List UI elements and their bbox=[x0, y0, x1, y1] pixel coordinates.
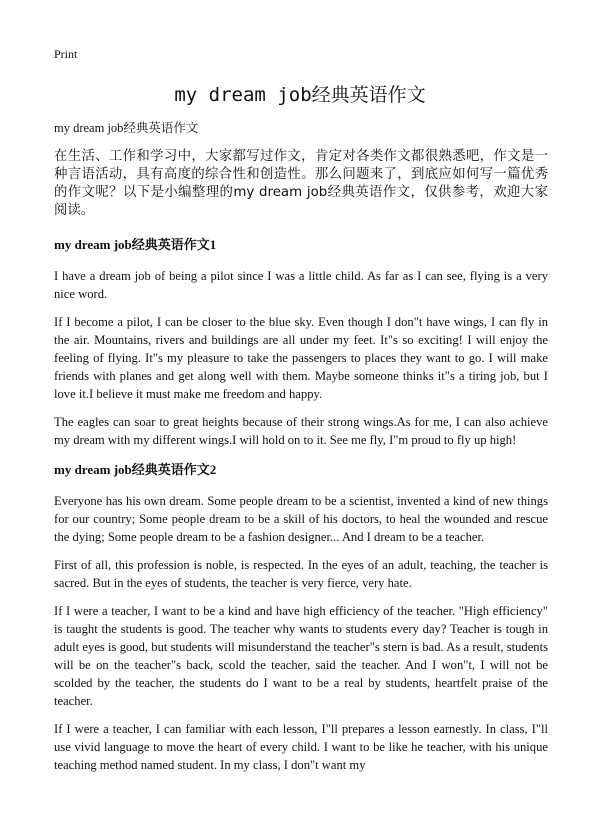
paragraph: If I were a teacher, I want to be a kind and have high efficiency of the teacher. "High efficiency" is taught the students is good. The teacher why wants to students every day? Teacher is tough in adult eyes is good, but students will misunderstand the teacher"s stern is bad. As a result, students will be on the teacher"s back, scold the teacher, said the teacher. And I won"t, I will not be scolded by the teacher, the students do I want to be a real by students, heartfelt praise of the teacher. bbox=[54, 604, 548, 708]
article-body bbox=[54, 118, 548, 780]
paragraph: I have a dream job of being a pilot since I was a little child. As far as I can see, flying is a very nice word. bbox=[54, 269, 548, 301]
section-heading-1: my dream job经典英语作文1 bbox=[54, 237, 217, 252]
section-heading-2: my dream job经典英语作文2 bbox=[54, 462, 217, 477]
paragraph: If I were a teacher, I can familiar with each lesson, I"ll prepares a lesson earnestly. In class, I"ll use vivid language to move the heart of every child. I want to be like he teacher, with his unique teaching method named student. In my class, I don"t want my bbox=[54, 722, 548, 772]
page-title: my dream job经典英语作文 bbox=[174, 84, 426, 106]
paragraph: If I become a pilot, I can be closer to the blue sky. Even though I don"t have wings, I can fly in the air. Mountains, rivers and buildings are all under my feet. It"s so exciting! I will enjoy the feeling of flying. It"s my pleasure to take the passengers to places they want to go. I will make friends with planes and get along well with them. Maybe someone thinks it"s a tiring job, but I love it.I believe it must make me freedom and happy. bbox=[54, 315, 548, 401]
paragraph: The eagles can soar to great heights because of their strong wings.As for me, I can also achieve my dream with my different wings.I will hold on to it. See me fly, I"m proud to fly up high! bbox=[54, 415, 548, 447]
paragraph: Everyone has his own dream. Some people dream to be a scientist, invented a kind of new things for our country; Some people dream to be a skill of his doctors, to heal the wounded and rescue the dying; Some people dream to be a fashion designer... And I dream to be a teacher. bbox=[54, 494, 548, 544]
intro-paragraph: 在生活、工作和学习中，大家都写过作文，肯定对各类作文都很熟悉吧，作文是一种言语活动，具有高度的综合性和创造性。那么问题来了，到底应如何写一篇优秀的作文呢？以下是小编整理的my dream job经典英语作文，仅供参考，欢迎大家阅读。 bbox=[54, 149, 548, 218]
print-label: Print bbox=[54, 47, 78, 61]
paragraph: First of all, this profession is noble, is respected. In the eyes of an adult, teaching, the teacher is sacred. But in the eyes of students, the teacher is very fierce, very hate. bbox=[54, 558, 548, 590]
article-subtitle: my dream job经典英语作文 bbox=[54, 121, 199, 135]
